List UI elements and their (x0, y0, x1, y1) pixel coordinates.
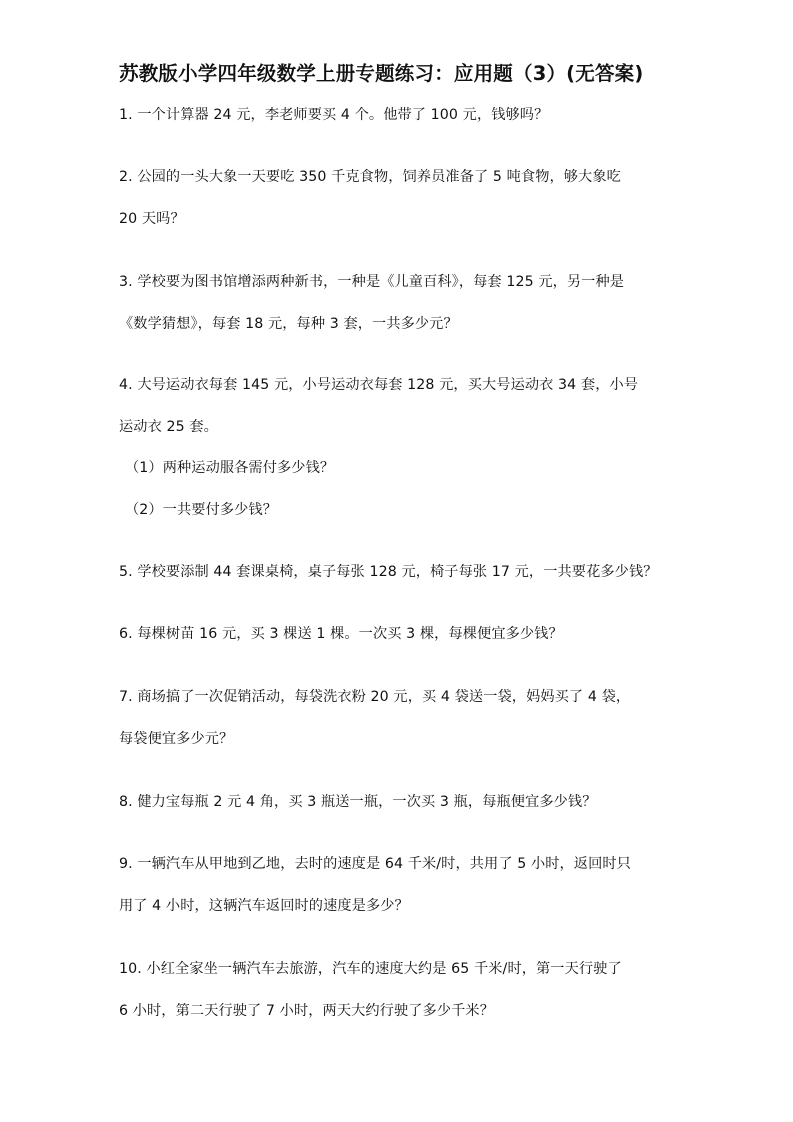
question-3-line-2: 《数学猜想》，每套 18 元，每种 3 套，一共多少元？ (119, 316, 458, 332)
question-9-line-1: 9. 一辆汽车从甲地到乙地，去时的速度是 64 千米/时，共用了 5 小时，返回时只 (119, 856, 631, 872)
question-5-line-1: 5. 学校要添制 44 套课桌椅，桌子每张 128 元，椅子每张 17 元，一共要花多少钱？ (119, 564, 658, 580)
page-title: 苏教版小学四年级数学上册专题练习：应用题（3）(无答案) (119, 62, 644, 85)
question-1-line-1: 1. 一个计算器 24 元，李老师要买 4 个。他带了 100 元，钱够吗？ (119, 107, 549, 123)
question-4-sub-1: （1）两种运动服各需付多少钱？ (125, 460, 335, 476)
question-2-line-1: 2. 公园的一头大象一天要吃 350 千克食物，饲养员准备了 5 吨食物，够大象吃 (119, 169, 621, 185)
question-8-line-1: 8. 健力宝每瓶 2 元 4 角，买 3 瓶送一瓶，一次买 3 瓶，每瓶便宜多少钱？ (119, 794, 597, 810)
question-6-line-1: 6. 每棵树苗 16 元，买 3 棵送 1 棵。一次买 3 棵，每棵便宜多少钱？ (119, 626, 563, 642)
question-3-line-1: 3. 学校要为图书馆增添两种新书，一种是《儿童百科》，每套 125 元，另一种是 (119, 274, 625, 290)
question-4-line-2: 运动衣 25 套。 (119, 419, 218, 435)
question-2-line-2: 20 天吗？ (119, 211, 185, 227)
question-9-line-2: 用了 4 小时，这辆汽车返回时的速度是多少？ (119, 898, 409, 914)
question-7-line-1: 7. 商场搞了一次促销活动，每袋洗衣粉 20 元，买 4 袋送一袋，妈妈买了 4 袋， (119, 689, 631, 705)
question-10-line-1: 10. 小红全家坐一辆汽车去旅游，汽车的速度大约是 65 千米/时，第一天行驶了 (119, 961, 622, 977)
question-7-line-2: 每袋便宜多少元？ (119, 731, 234, 747)
question-10-line-2: 6 小时，第二天行驶了 7 小时，两天大约行驶了多少千米？ (119, 1003, 494, 1019)
question-4-line-1: 4. 大号运动衣每套 145 元，小号运动衣每套 128 元，买大号运动衣 34 套，小号 (119, 377, 639, 393)
question-4-sub-2: （2）一共要付多少钱？ (125, 502, 278, 518)
